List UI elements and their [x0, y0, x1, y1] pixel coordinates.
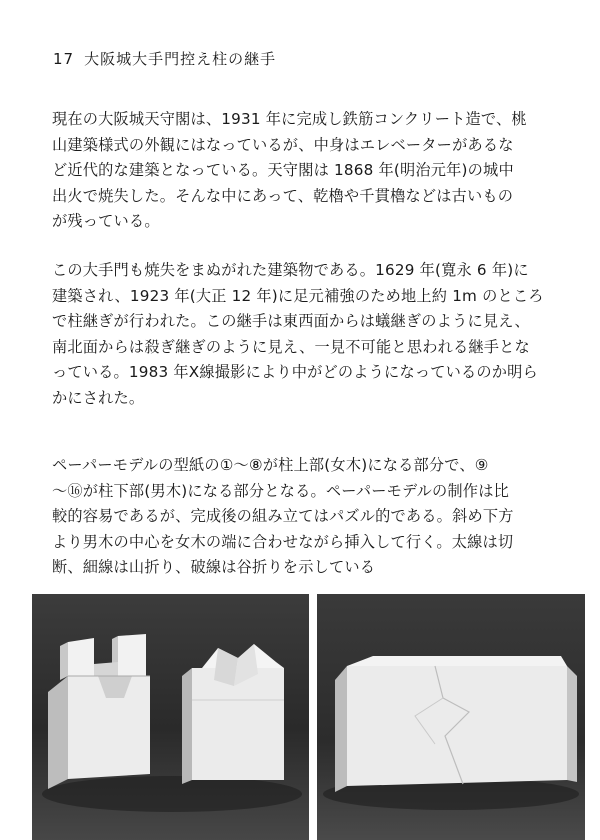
text-line: この大手門も焼失をまぬがれた建築物である。1629 年(寛永 6 年)に	[52, 261, 529, 279]
text-line: が残っている。	[52, 212, 160, 230]
assembled-joint-illustration	[317, 594, 585, 840]
paragraph-otemon	[52, 258, 558, 411]
section-number: 17	[53, 50, 75, 68]
paragraph-paper-model	[52, 453, 558, 581]
text-line: より男木の中心を女木の端に合わせながら挿入して行く。太線は切	[52, 532, 514, 551]
photo-separated-pieces	[32, 594, 309, 840]
text-line: ど近代的な建築となっている。天守閣は 1868 年(明治元年)の城中	[52, 161, 514, 179]
photo-assembled-joint	[317, 594, 585, 840]
text-line: 山建築様式の外観にはなっているが、中身はエレベーターがあるな	[52, 135, 514, 154]
text-line: 出火で焼失した。そんな中にあって、乾櫓や千貫櫓などは古いもの	[52, 186, 514, 205]
text-line: 南北面からは殺ぎ継ぎのように見え、一見不可能と思われる継手とな	[52, 337, 530, 356]
paragraph-history	[52, 107, 558, 235]
text-line: 較的容易であるが、完成後の組み立てはパズル的である。斜め下方	[52, 507, 514, 525]
text-line: ペーパーモデルの型紙の①～⑧が柱上部(女木)になる部分で、⑨	[52, 456, 489, 474]
section-heading	[53, 48, 276, 69]
text-line: ～⑯が柱下部(男木)になる部分となる。ペーパーモデルの制作は比	[52, 481, 509, 500]
separated-pieces-illustration	[32, 594, 309, 840]
text-line: っている。1983 年X線撮影により中がどのようになっているのか明ら	[52, 363, 538, 381]
text-line: 現在の大阪城天守閣は、1931 年に完成し鉄筋コンクリート造で、桃	[52, 110, 527, 128]
text-line: 建築され、1923 年(大正 12 年)に足元補強のため地上約 1m のところ	[52, 286, 544, 305]
text-line: で柱継ぎが行われた。この継手は東西面からは蟻継ぎのように見え、	[52, 312, 530, 330]
text-line: かにされた。	[52, 388, 145, 407]
section-title: 大阪城大手門控え柱の継手	[84, 50, 277, 68]
text-line: 断、細線は山折り、破線は谷折りを示している	[52, 558, 376, 576]
